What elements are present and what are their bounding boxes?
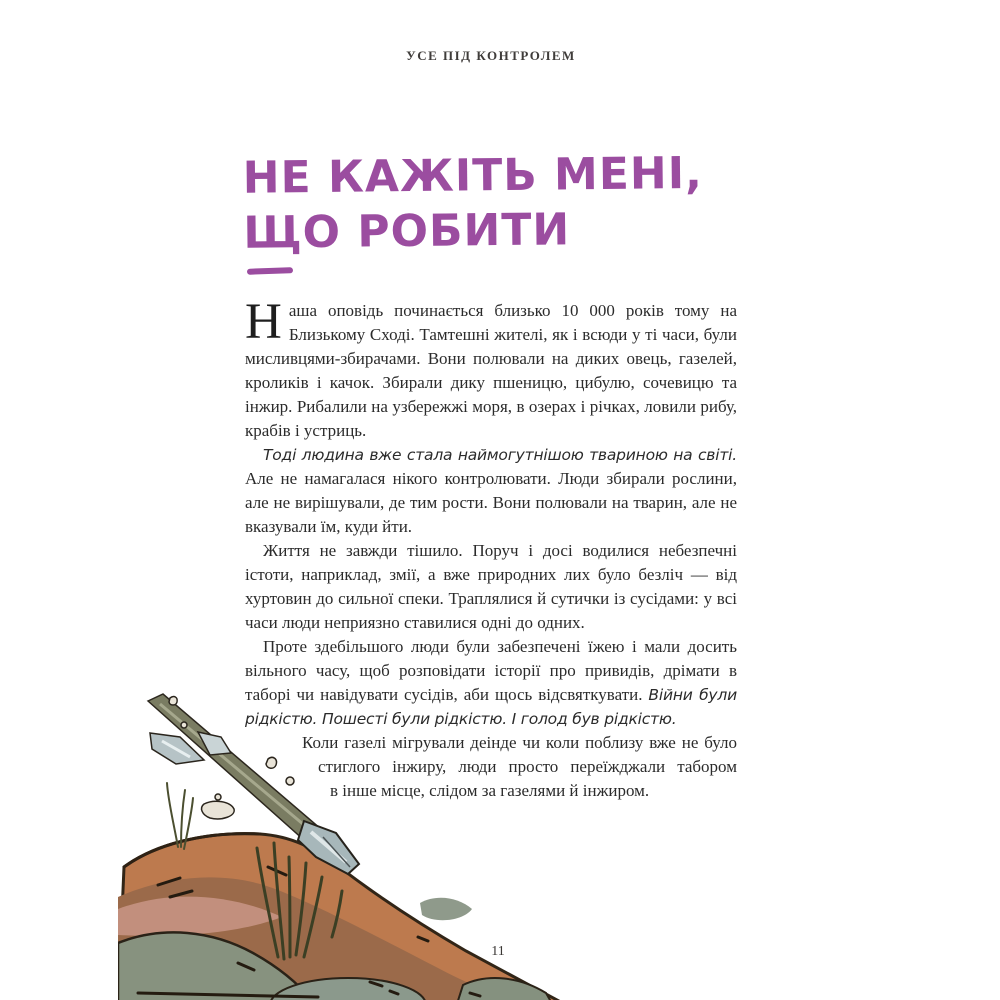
handwritten-text: Війни були рідкістю. Пошесті були рідкістю. І голод був рідкістю.: [245, 686, 737, 728]
handwritten-text: Тоді людина вже стала наймогутнішою твариною на світі.: [263, 446, 737, 464]
body-text-segment: Проте здебільшого люди були забезпечені їжею і мали досить вільного часу, щоб розповідати історії про привидів, дрімати в таборі чи навідувати сусідів, аби щось відсвяткувати.: [245, 637, 737, 704]
rock-right-slope: [420, 898, 472, 920]
body-text-segment: Життя не завжди тішило. Поруч і досі водилися небезпечні істоти, наприклад, змії, а вже природних лих було безліч — від хуртовин до сильної спеки. Траплялися й сутички із сусідами: у всі часи люди неприязно ставилися одні до одних.: [245, 541, 737, 632]
chapter-title-line2: ЩО РОБИТИ: [243, 204, 571, 259]
body-text-segment: Але не намагалася нікого контролювати. Люди збирали рослини, але не вирішували, де тим рости. Вони полювали на тварин, але не вказували їм, куди йти.: [245, 469, 737, 536]
chapter-title-line1: НЕ КАЖІТЬ МЕНІ,: [242, 147, 704, 204]
body-text-segment: аша оповідь починається близько 10 000 років тому на Близькому Сході. Тамтешні жителі, як і всюди у ті часи, були мисливцями-збирачами. Вони полювали на диких овець, газелей, кроликів і качок. Збирали дику пшеницю, цибулю, сочевицю та інжир. Рибалили на узбережжі моря, в озерах і річках, ловили рибу, крабів і устриць.: [245, 301, 737, 440]
chapter-title: [242, 145, 763, 260]
paragraph: [245, 443, 737, 539]
running-header: УСЕ ПІД КОНТРОЛЕМ: [406, 48, 576, 63]
page-number: 11: [491, 944, 505, 959]
paragraph: [245, 294, 737, 443]
wrapped-line: Коли газелі мігрували деінде чи коли поблизу вже не було: [302, 733, 737, 752]
drop-cap: Н: [245, 294, 282, 350]
title-underline-dash: [247, 267, 293, 275]
wrapped-line: в інше місце, слідом за газелями й інжиром.: [330, 781, 650, 800]
paragraph: [245, 539, 737, 635]
rock-bottom-right: [456, 978, 554, 1000]
wrapped-line: стиглого інжиру, люди просто переїжджали табором: [318, 757, 737, 776]
